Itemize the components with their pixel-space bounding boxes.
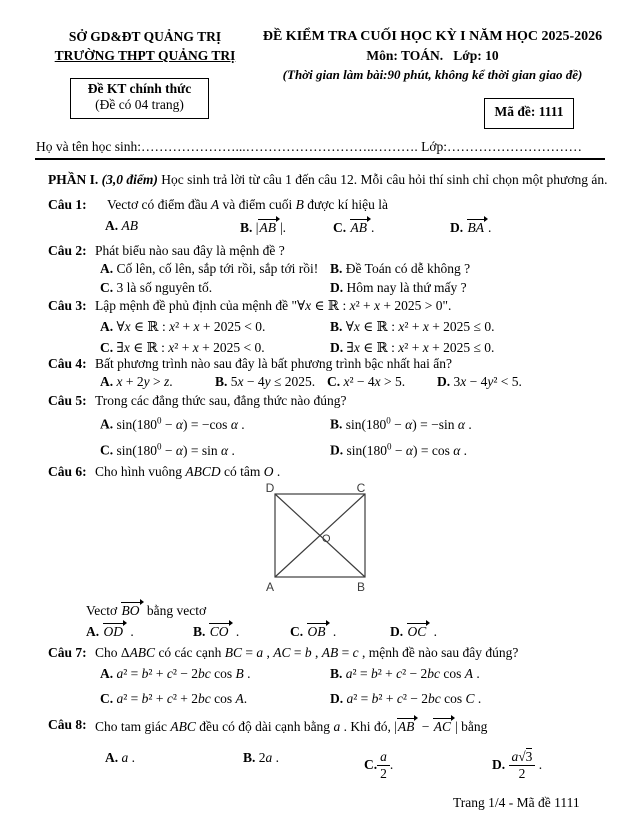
q8-option-c: C. $\frac{a}{2}$ . xyxy=(364,749,394,782)
part1-instruction: Học sinh trả lời từ câu 1 đến câu 12. Mỗi câu hỏi thí sinh chỉ chọn một phương án. xyxy=(157,172,608,187)
footer-page-info: Trang 1/4 - Mã đề 1111 xyxy=(453,795,580,810)
class-dots: ………………………… xyxy=(447,139,582,154)
question-2-number: Câu 2: xyxy=(48,243,87,258)
question-3-text: Lập mệnh đề phủ định của mệnh đề "∀x ∈ ℝ : x² + x + 2025 > 0". xyxy=(95,298,452,313)
class-label: Lớp: xyxy=(417,139,447,154)
q5-option-a: A. $\sin(180^0 - \alpha) = -\cos$ α . xyxy=(100,415,245,432)
exam-code-box xyxy=(484,98,574,129)
q6-sub-statement: Vectơ BO bằng vectơ xyxy=(86,603,207,618)
question-7-number: Câu 7: xyxy=(48,645,87,660)
page-count-label: (Đề có 04 trang) xyxy=(95,97,184,112)
q1-option-c: C. AB . xyxy=(333,220,375,235)
q7-option-a: A. a² = b² + c² − 2bc cos B . xyxy=(100,666,251,681)
exam-code-label: Mã đề: 1111 xyxy=(494,104,564,119)
q5-option-c: C. $\sin(180^0 - \alpha) = \sin \alpha$ . xyxy=(100,441,235,458)
time-line: (Thời gian làm bài:90 phút, không kể thời gian giao đề) xyxy=(282,67,583,82)
part1-points: (3,0 điểm) xyxy=(101,172,158,187)
square-abcd-figure xyxy=(248,483,378,595)
question-8-text: Cho tam giác ABC đều có độ dài cạnh bằng a . Khi đó, |AB − AC | bằng xyxy=(95,719,488,734)
q4-option-d: D. 3x − 4y² < 5. xyxy=(437,374,522,389)
question-3-number: Câu 3: xyxy=(48,298,87,313)
department-name: SỞ GD&ĐT QUẢNG TRỊ xyxy=(68,29,222,44)
q6-option-b: B. CO . xyxy=(193,624,240,639)
q3-option-b: B. ∀x ∈ ℝ : x² + x + 2025 ≤ 0. xyxy=(330,319,495,334)
header-right xyxy=(255,27,610,84)
q3-option-a: A. ∀x ∈ ℝ : x² + x + 2025 < 0. xyxy=(100,319,266,334)
official-exam-box xyxy=(70,78,209,119)
vertex-label-d: D xyxy=(265,483,275,495)
q6-option-d: D. OC . xyxy=(390,624,438,639)
question-5-text: Trong các đẳng thức sau, đẳng thức nào đúng? xyxy=(95,393,347,408)
q7-option-d: D. a² = b² + c² − 2bc cos C . xyxy=(330,691,482,706)
subject-line: Môn: TOÁN. Lớp: 10 xyxy=(366,48,499,63)
q1-option-d: D. BA . xyxy=(450,220,492,235)
q5-option-b: B. $\sin(180^0 - \alpha) = -\sin$ α . xyxy=(330,415,472,432)
q4-option-b: B. 5x − 4y ≤ 2025. xyxy=(215,374,316,389)
q6-option-a: A. OD . xyxy=(86,624,134,639)
question-4-text: Bất phương trình nào sau đây là bất phương trình bậc nhất hai ẩn? xyxy=(95,356,452,371)
header-divider xyxy=(35,158,605,160)
q3-option-d: D. ∃x ∈ ℝ : x² + x + 2025 ≤ 0. xyxy=(330,340,495,355)
q2-option-d: D. Hôm nay là thứ mấy ? xyxy=(330,280,467,295)
student-name-label: Họ và tên học sinh: xyxy=(36,139,141,154)
q3-option-c: C. ∃x ∈ ℝ : x² + x + 2025 < 0. xyxy=(100,340,265,355)
q2-option-b: B. Đề Toán có dễ không ? xyxy=(330,261,471,276)
question-5-number: Câu 5: xyxy=(48,393,87,408)
q7-option-b: B. a² = b² + c² − 2bc cos A . xyxy=(330,666,480,681)
q1-option-b: B. |AB |. xyxy=(240,220,287,235)
question-6-number: Câu 6: xyxy=(48,464,87,479)
question-6-text: Cho hình vuông ABCD có tâm O . xyxy=(95,464,281,479)
q1-option-a: A. AB xyxy=(105,218,138,233)
official-exam-label: Đề KT chính thức xyxy=(87,81,192,96)
q2-option-a: A. Cố lên, cố lên, sắp tới rồi, sắp tới rồi! xyxy=(100,261,319,276)
q4-option-a: A. x + 2y > z. xyxy=(100,374,173,389)
q5-option-d: D. $\sin(180^0 - \alpha) = \cos \alpha$ . xyxy=(330,441,468,458)
school-name: TRƯỜNG THPT QUẢNG TRỊ xyxy=(54,48,236,63)
header-left xyxy=(40,27,250,65)
part1-title: PHẦN I. xyxy=(48,172,99,187)
center-label-o: O xyxy=(322,533,331,545)
question-1-number: Câu 1: xyxy=(48,197,87,212)
question-7-text: Cho ΔABC có các cạnh BC = a , AC = b , AB = c , mệnh đề nào sau đây đúng? xyxy=(95,645,519,660)
exam-title: ĐỀ KIỂM TRA CUỐI HỌC KỲ I NĂM HỌC 2025-2026 xyxy=(262,29,603,44)
question-8-number: Câu 8: xyxy=(48,717,87,732)
question-1-text: Vectơ có điểm đầu A và điểm cuối B được kí hiệu là xyxy=(107,197,389,212)
q7-option-c: C. a² = b² + c² + 2bc cos A. xyxy=(100,691,248,706)
q2-option-c: C. 3 là số nguyên tố. xyxy=(100,280,213,295)
q6-option-c: C. OB . xyxy=(290,624,337,639)
q4-option-c: C. x² − 4x > 5. xyxy=(327,374,406,389)
vertex-label-c: C xyxy=(356,483,366,495)
q8-option-d: D. $\frac{a√3}{2}$ . xyxy=(492,749,543,782)
vertex-label-b: B xyxy=(356,580,366,594)
question-2-text: Phát biểu nào sau đây là mệnh đề ? xyxy=(95,243,285,258)
q8-option-a: A. a . xyxy=(105,750,135,765)
q8-option-b: B. 2a . xyxy=(243,750,280,765)
student-name-dots: …………………...………………………..………. xyxy=(140,139,418,154)
vertex-label-a: A xyxy=(265,580,275,594)
question-4-number: Câu 4: xyxy=(48,356,87,371)
